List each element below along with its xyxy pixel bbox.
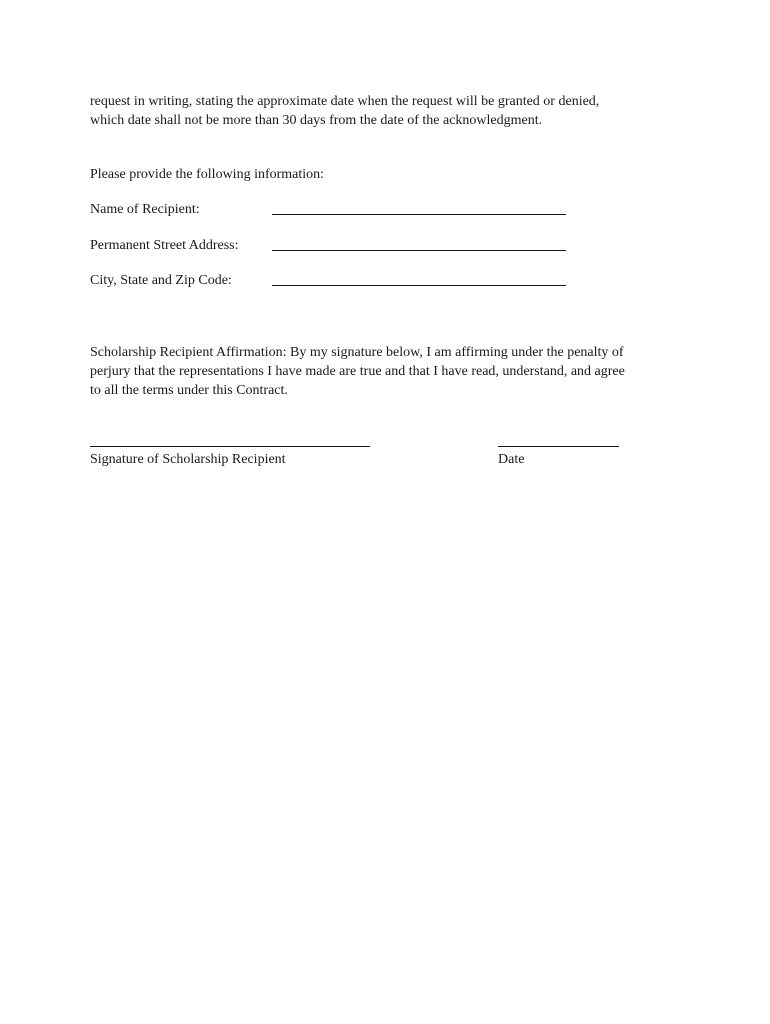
recipient-name-row [90,200,570,220]
intro-paragraph [90,92,690,130]
signature-label: Signature of Scholarship Recipient [90,452,286,467]
city-state-zip-field[interactable] [272,285,566,286]
affirmation-paragraph [90,343,680,400]
intro-line-1: request in writing, stating the approximate date when the request will be granted or denied, [90,94,600,109]
recipient-name-field[interactable] [272,214,566,215]
date-field[interactable] [498,446,619,447]
city-state-zip-row [90,271,570,291]
date-label: Date [498,452,525,467]
affirmation-line-3: to all the terms under this Contract. [90,383,288,398]
street-address-label: Permanent Street Address: [90,238,239,253]
city-state-zip-label: City, State and Zip Code: [90,273,232,288]
street-address-row [90,236,570,256]
recipient-name-label: Name of Recipient: [90,202,200,217]
info-prompt: Please provide the following information: [90,167,325,182]
intro-line-2: which date shall not be more than 30 days from the date of the acknowledgment. [90,113,543,128]
signature-field[interactable] [90,446,370,447]
affirmation-line-2: perjury that the representations I have made are true and that I have read, understand, and agree [90,364,625,379]
affirmation-line-1: Scholarship Recipient Affirmation: By my signature below, I am affirming under the penalty of [90,345,624,360]
street-address-field[interactable] [272,250,566,251]
